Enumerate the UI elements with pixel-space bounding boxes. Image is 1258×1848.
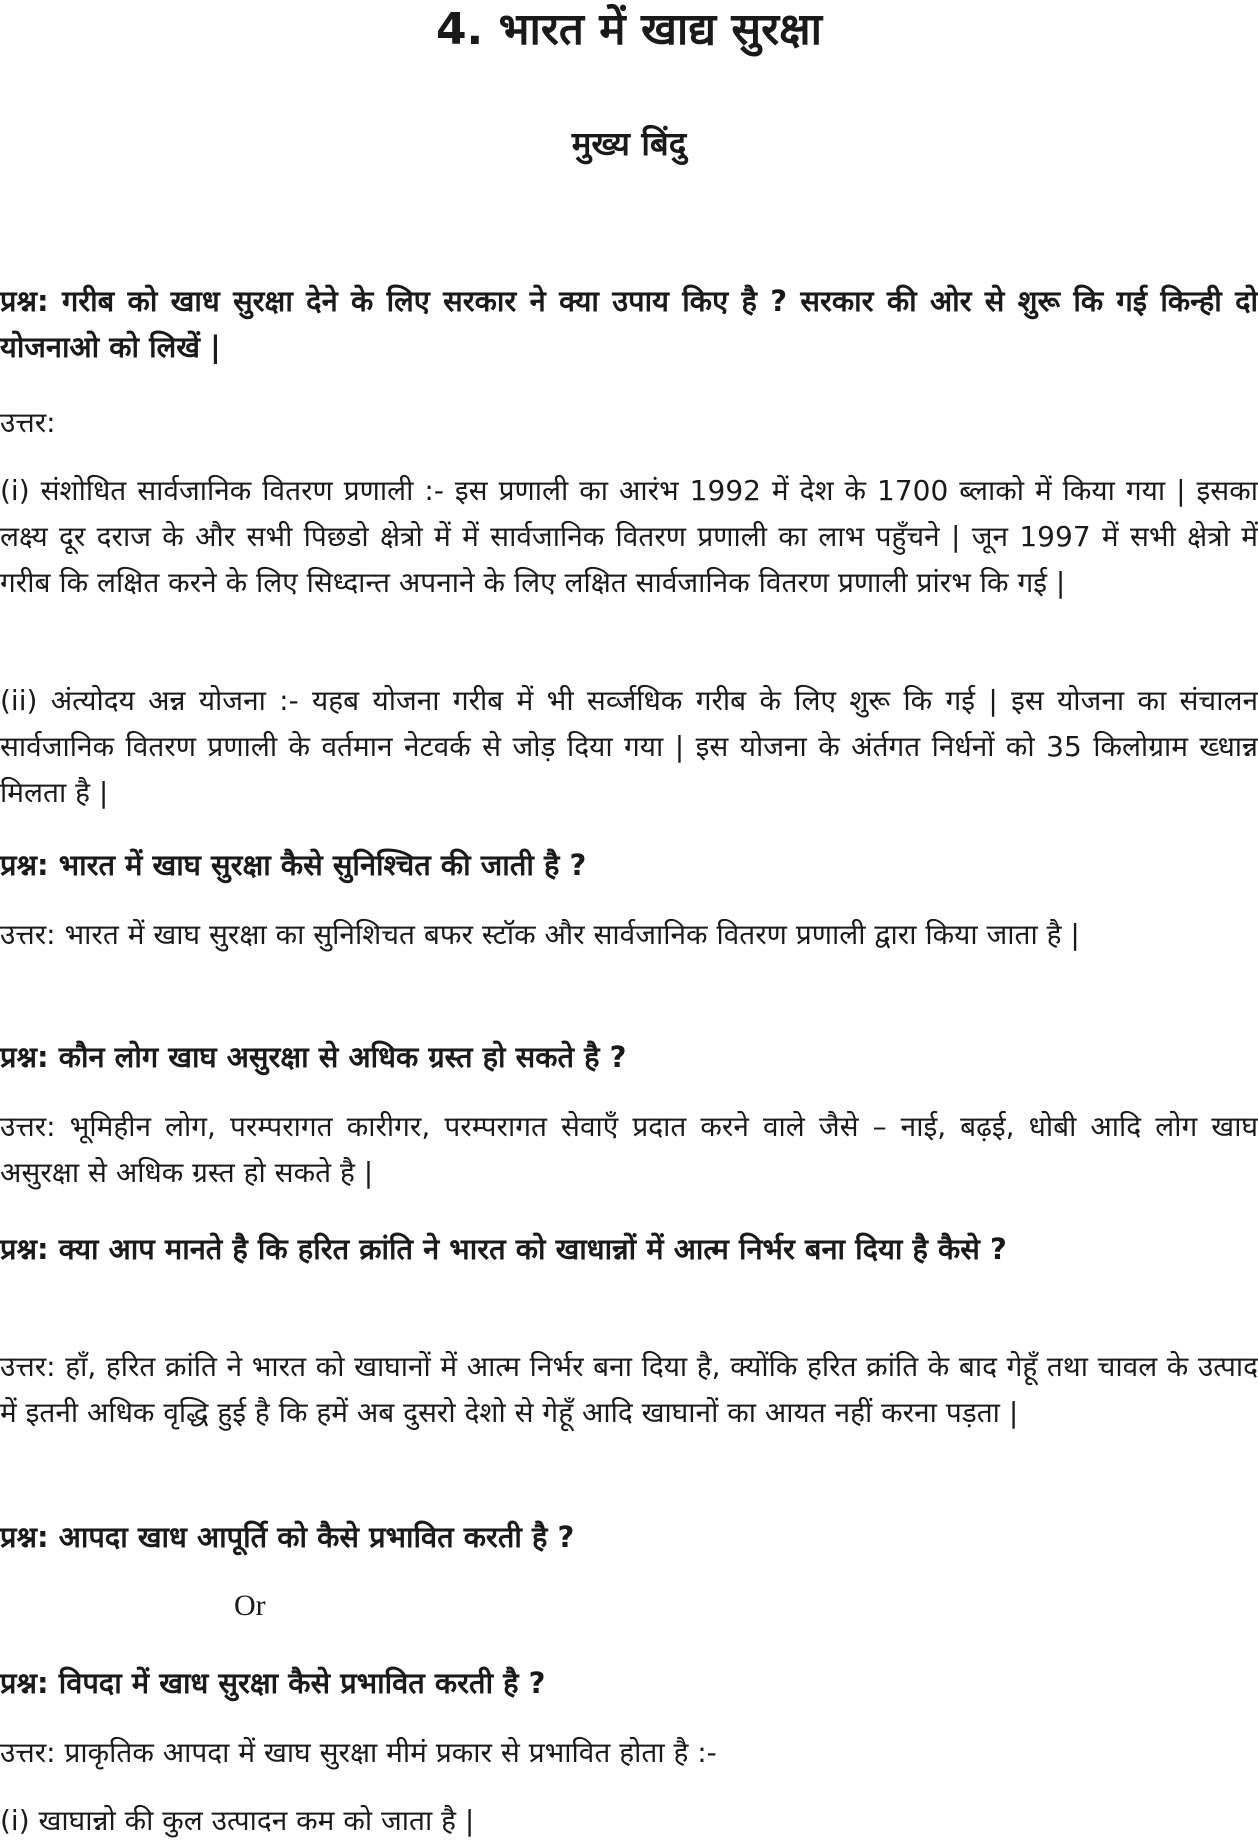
answer-4: उत्तर: हाँ, हरित क्रांति ने भारत को खाघानों में आत्म निर्भर बना दिया है, क्योंकि हरित क्रांति के बाद गेहूँ तथा चावल के उत्पाद में इतनी अधिक वृद्धि हुई है कि हमें अब दुसरो देशो से गेहूँ आदि खाघानों का आयत नहीं करना पड़ता | [0,1350,1258,1429]
question-4: प्रश्न: क्या आप मानते है कि हरित क्रांति ने भारत को खाधान्नों में आत्म निर्भर बना दिया है कैसे ? [0,1232,1007,1266]
question-6: प्रश्न: विपदा में खाध सुरक्षा कैसे प्रभावित करती है ? [0,1666,546,1700]
answer-6-point-1: (i) खाघान्नो की कुल उत्पादन कम को जाता है | [0,1804,475,1837]
question-1: प्रश्न: गरीब को खाध सुरक्षा देने के लिए सरकार ने क्या उपाय किए है ? सरकार की ओर से शुरू कि गई किन्ही दो योजनाओ को लिखें | [0,284,1258,364]
answer-1-label: उत्तर: [0,406,56,439]
answer-2: उत्तर: भारत में खाघ सुरक्षा का सुनिशिचत बफर स्टॉक और सार्वजानिक वितरण प्रणाली द्वारा किया जाता है | [0,918,1080,951]
question-2: प्रश्न: भारत में खाघ सुरक्षा कैसे सुनिश्चित की जाती है ? [0,848,587,882]
chapter-title: 4. भारत में खाद्य सुरक्षा [435,4,823,55]
or-separator: Or [234,1589,266,1622]
section-subtitle: मुख्य बिंदु [571,124,687,163]
answer-6: उत्तर: प्राकृतिक आपदा में खाघ सुरक्षा मीमं प्रकार से प्रभावित होता है :- [0,1736,717,1769]
question-3: प्रश्न: कौन लोग खाघ असुरक्षा से अधिक ग्रस्त हो सकते है ? [0,1040,627,1074]
question-5: प्रश्न: आपदा खाध आपूर्ति को कैसे प्रभावित करती है ? [0,1520,575,1554]
answer-1-point-1: (i) संशोधित सार्वजानिक वितरण प्रणाली :- इस प्रणाली का आरंभ 1992 में देश के 1700 ब्लाको में किया गया | इसका लक्ष्य दूर दराज के और सभी पिछडो क्षेत्रो में में सार्वजानिक वितरण प्रणाली का लाभ पहुँचने | जून 1997 में सभी क्षेत्रो में गरीब कि लक्षित करने के लिए सिध्दान्त अपनाने के लिए लक्षित सार्वजानिक वितरण प्रणाली प्रांरभ कि गई | [0,474,1258,599]
answer-1-point-2: (ii) अंत्योदय अन्न योजना :- यहब योजना गरीब में भी सर्व्जधिक गरीब के लिए शुरू कि गई | इस योजना का संचालन सार्वजानिक वितरण प्रणाली के वर्तमान नेटवर्क से जोड़ दिया गया | इस योजना के अंर्तगत निर्धनों को 35 किलोग्राम ख्धान्न मिलता है | [0,684,1258,809]
answer-3: उत्तर: भूमिहीन लोग, परम्परागत कारीगर, परम्परागत सेवाएँ प्रदात करने वाले जैसे – नाई, बढ़ई, धोबी आदि लोग खाघ असुरक्षा से अधिक ग्रस्त हो सकते है | [0,1110,1258,1189]
